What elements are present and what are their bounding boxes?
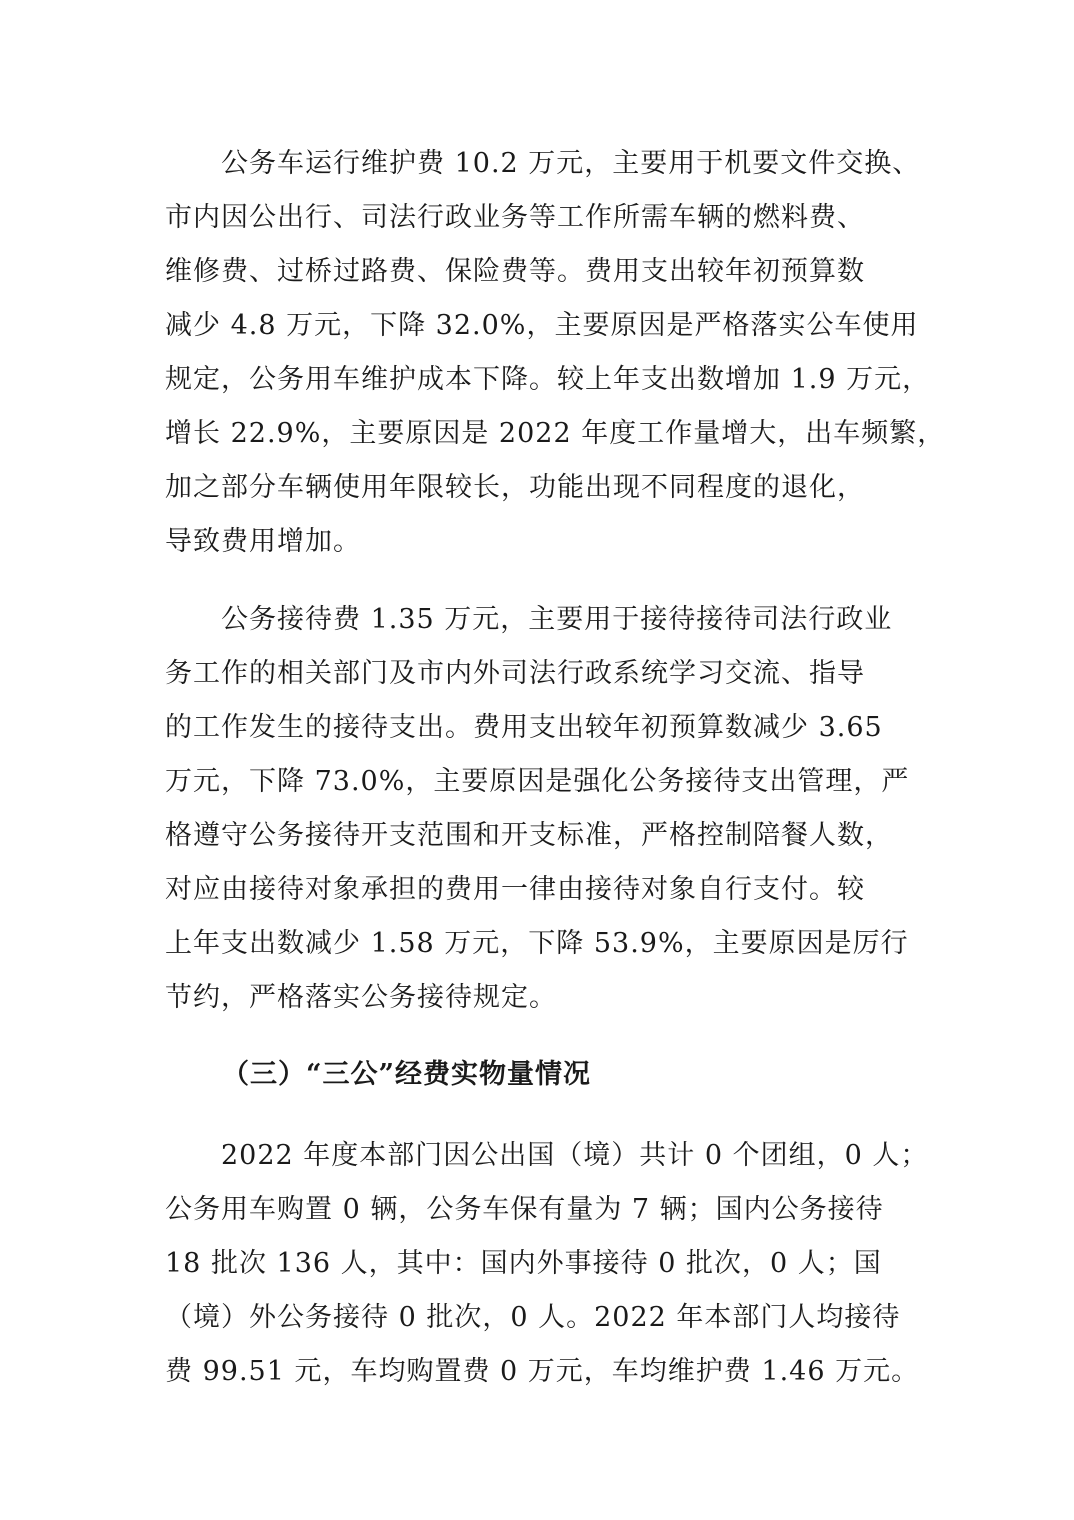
paragraph-vehicle-maintenance xyxy=(165,137,946,569)
text-line: 公务用车购置 0 辆，公务车保有量为 7 辆；国内公务接待 xyxy=(165,1194,884,1225)
text-line: 费 99.51 元，车均购置费 0 万元，车均维护费 1.46 万元。 xyxy=(165,1356,920,1387)
section-heading: （三）“三公”经费实物量情况 xyxy=(222,1059,592,1090)
text-line: 加之部分车辆使用年限较长，功能出现不同程度的退化， xyxy=(165,472,865,503)
text-line: 减少 4.8 万元，下降 32.0%，主要原因是严格落实公车使用 xyxy=(165,310,919,341)
paragraph-physical-quantity xyxy=(165,1129,929,1399)
text-line: 对应由接待对象承担的费用一律由接待对象自行支付。较 xyxy=(165,874,865,905)
text-line: 公务接待费 1.35 万元，主要用于接待接待司法行政业 xyxy=(221,604,893,635)
text-line: 务工作的相关部门及市内外司法行政系统学习交流、指导 xyxy=(165,658,865,689)
text-line: 2022 年度本部门因公出国（境）共计 0 个团组，0 人； xyxy=(221,1140,929,1171)
paragraph-official-reception xyxy=(165,593,925,1025)
text-line: 维修费、过桥过路费、保险费等。费用支出较年初预算数 xyxy=(165,256,865,287)
text-line: 市内因公出行、司法行政业务等工作所需车辆的燃料费、 xyxy=(165,202,865,233)
text-line: 规定，公务用车维护成本下降。较上年支出数增加 1.9 万元， xyxy=(165,364,931,395)
text-line: 18 批次 136 人，其中：国内外事接待 0 批次，0 人；国 xyxy=(165,1248,882,1279)
text-line: （境）外公务接待 0 批次，0 人。2022 年本部门人均接待 xyxy=(165,1302,901,1333)
text-line: 万元，下降 73.0%，主要原因是强化公务接待支出管理，严 xyxy=(165,766,910,797)
text-line: 导致费用增加。 xyxy=(165,526,361,557)
text-line: 节约，严格落实公务接待规定。 xyxy=(165,982,557,1013)
text-line: 公务车运行维护费 10.2 万元，主要用于机要文件交换、 xyxy=(221,148,921,179)
text-line: 上年支出数减少 1.58 万元，下降 53.9%，主要原因是厉行 xyxy=(165,928,909,959)
text-line: 的工作发生的接待支出。费用支出较年初预算数减少 3.65 xyxy=(165,712,883,743)
text-line: 增长 22.9%，主要原因是 2022 年度工作量增大，出车频繁， xyxy=(165,418,946,449)
text-line: 格遵守公务接待开支范围和开支标准，严格控制陪餐人数， xyxy=(165,820,893,851)
